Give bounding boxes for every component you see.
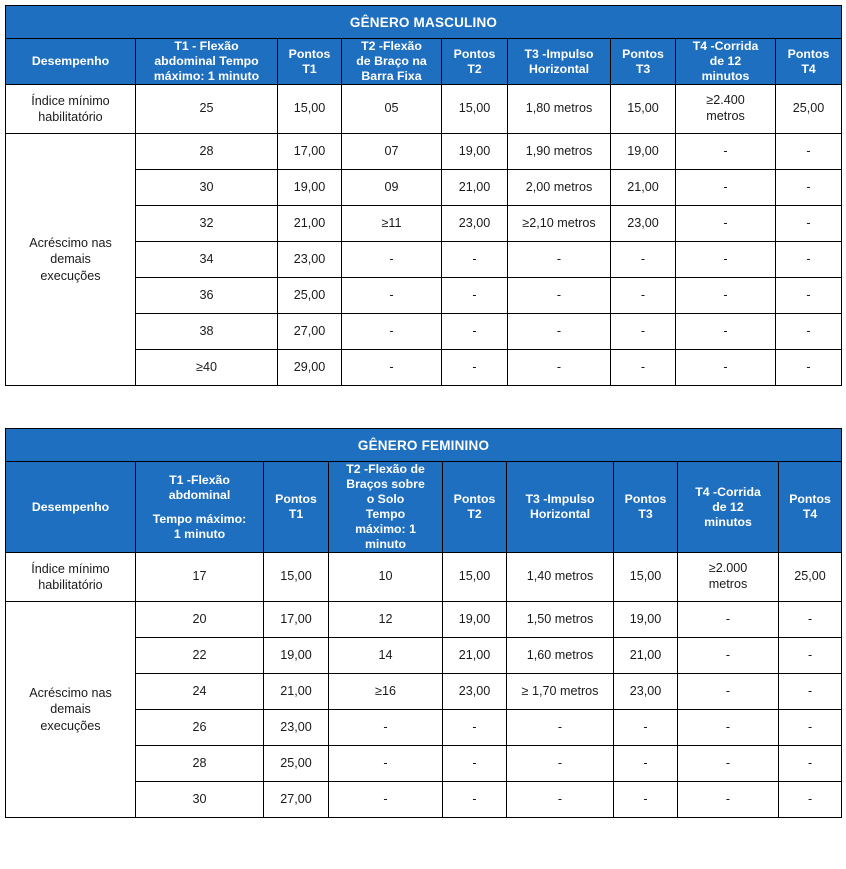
header-line: máximo: 1 minuto <box>153 69 260 83</box>
table-title-row <box>6 429 842 462</box>
cell-pontos-t3: - <box>611 278 676 314</box>
cell-t4: - <box>678 710 779 746</box>
cell-t3: 2,00 metros <box>508 170 611 206</box>
header-line: T4 -Corrida <box>692 39 759 53</box>
header-line: de 12 <box>709 54 742 68</box>
table-row <box>6 85 842 134</box>
column-header-desempenho <box>6 39 136 85</box>
cell-pontos-t4: - <box>779 710 842 746</box>
header-line: Pontos <box>789 492 831 506</box>
table-row <box>6 602 842 638</box>
cell-pontos-t1: 25,00 <box>278 278 342 314</box>
cell-pontos-t2: 19,00 <box>442 134 508 170</box>
cell-pontos-t2: - <box>442 314 508 350</box>
cell-t2: - <box>329 746 443 782</box>
cell-t3: - <box>507 710 614 746</box>
cell-pontos-t2: 19,00 <box>443 602 507 638</box>
cell-pontos-t3: 19,00 <box>611 134 676 170</box>
cell-pontos-t3: - <box>611 314 676 350</box>
cell-t3: 1,90 metros <box>508 134 611 170</box>
cell-pontos-t4: 25,00 <box>779 553 842 602</box>
table-header-row <box>6 39 842 85</box>
cell-pontos-t4: - <box>776 134 842 170</box>
header-line: T3 -Impulso <box>524 46 594 61</box>
cell-line: 1,40 metros <box>526 569 594 584</box>
header-line: T1 - Flexão <box>174 39 239 53</box>
cell-t1: 17 <box>136 553 264 602</box>
group-label-acrescimo <box>6 134 136 386</box>
label-line: Índice mínimo <box>31 561 110 576</box>
cell-t2: - <box>342 350 442 386</box>
column-header-t3 <box>508 39 611 85</box>
column-header-t3 <box>507 462 614 553</box>
header-line: abdominal Tempo <box>154 54 259 68</box>
cell-t1: 24 <box>136 674 264 710</box>
header-line: Pontos <box>787 46 830 61</box>
cell-pontos-t3: - <box>614 782 678 818</box>
label-line: demais <box>50 252 91 267</box>
cell-pontos-t2: - <box>442 242 508 278</box>
cell-pontos-t4: - <box>776 170 842 206</box>
cell-t2: 10 <box>329 553 443 602</box>
cell-t4 <box>678 553 779 602</box>
header-line: Horizontal <box>529 507 591 521</box>
cell-pontos-t2: 23,00 <box>442 206 508 242</box>
header-line: Pontos <box>275 492 317 506</box>
column-header-pontos-t1 <box>264 462 329 553</box>
cell-t2: 05 <box>342 85 442 134</box>
header-line: Barra Fixa <box>361 69 422 83</box>
cell-pontos-t3: - <box>611 350 676 386</box>
cell-t3: - <box>507 782 614 818</box>
column-header-pontos-t1 <box>278 39 342 85</box>
cell-t4: - <box>676 206 776 242</box>
group-label-indice-minimo <box>6 85 136 134</box>
cell-pontos-t4: - <box>776 206 842 242</box>
cell-pontos-t4: 25,00 <box>776 85 842 134</box>
header-line: T4 -Corrida <box>695 484 761 499</box>
cell-pontos-t2: - <box>443 782 507 818</box>
header-blank-line <box>136 503 263 512</box>
header-line: T3 <box>638 507 653 521</box>
header-line: T2 -Flexão de <box>346 462 425 476</box>
cell-pontos-t4: - <box>779 782 842 818</box>
cell-pontos-t2: - <box>443 710 507 746</box>
header-line: Tempo máximo: <box>152 511 247 526</box>
group-label-acrescimo <box>6 602 136 818</box>
cell-t1: 20 <box>136 602 264 638</box>
cell-pontos-t2: - <box>442 278 508 314</box>
cell-t2: - <box>342 242 442 278</box>
header-line: Braços sobre <box>346 477 425 491</box>
table-title-row <box>6 6 842 39</box>
column-header-pontos-t4 <box>776 39 842 85</box>
cell-pontos-t4: - <box>776 278 842 314</box>
cell-pontos-t4: - <box>779 602 842 638</box>
header-line: T4 <box>802 507 818 521</box>
label-line: habilitatório <box>38 110 103 124</box>
cell-pontos-t3: - <box>614 710 678 746</box>
cell-pontos-t1: 17,00 <box>278 134 342 170</box>
cell-t3: 1,50 metros <box>507 602 614 638</box>
cell-t2: - <box>342 278 442 314</box>
cell-t4: - <box>676 350 776 386</box>
header-line: Tempo <box>365 507 406 521</box>
cell-t1: 25 <box>136 85 278 134</box>
column-header-t2 <box>342 39 442 85</box>
cell-t1: 30 <box>136 782 264 818</box>
header-line: T1 -Flexão <box>169 472 230 487</box>
table-title: GÊNERO MASCULINO <box>6 6 842 39</box>
cell-t3 <box>507 553 614 602</box>
cell-pontos-t1: 27,00 <box>264 782 329 818</box>
table-genero-feminino <box>5 428 842 818</box>
header-line: de Braço na <box>356 54 427 68</box>
header-line: minutos <box>701 69 750 83</box>
cell-pontos-t2: 15,00 <box>442 85 508 134</box>
cell-pontos-t3: - <box>614 746 678 782</box>
header-line: Pontos <box>624 492 667 506</box>
column-header-t2 <box>329 462 443 553</box>
cell-pontos-t3: 19,00 <box>614 602 678 638</box>
cell-pontos-t4: - <box>776 242 842 278</box>
column-header-t1 <box>136 462 264 553</box>
label-line: execuções <box>40 718 101 733</box>
cell-t3: - <box>507 746 614 782</box>
cell-t4: - <box>678 674 779 710</box>
cell-pontos-t3: 21,00 <box>611 170 676 206</box>
header-line: Pontos <box>288 46 331 61</box>
label-line: execuções <box>40 268 101 283</box>
cell-t3: 1,60 metros <box>507 638 614 674</box>
table-gap-spacer <box>5 386 841 428</box>
label-line: Acréscimo nas <box>29 685 112 700</box>
cell-t2: ≥16 <box>329 674 443 710</box>
column-header-t4 <box>678 462 779 553</box>
cell-t1: ≥40 <box>136 350 278 386</box>
cell-t4: - <box>678 746 779 782</box>
header-line: máximo: 1 <box>355 522 416 536</box>
header-line: Horizontal <box>528 61 590 76</box>
cell-pontos-t1: 19,00 <box>264 638 329 674</box>
cell-t4: - <box>676 314 776 350</box>
cell-pontos-t3: 23,00 <box>611 206 676 242</box>
cell-t2: 12 <box>329 602 443 638</box>
cell-t1: 30 <box>136 170 278 206</box>
cell-pontos-t1: 29,00 <box>278 350 342 386</box>
cell-pontos-t1: 23,00 <box>278 242 342 278</box>
cell-t3: - <box>508 314 611 350</box>
header-line: T2 -Flexão <box>361 39 422 53</box>
column-header-pontos-t3 <box>611 39 676 85</box>
label-line: Acréscimo nas <box>29 235 112 250</box>
cell-t2: ≥11 <box>342 206 442 242</box>
header-line: Pontos <box>622 46 664 61</box>
cell-t1: 36 <box>136 278 278 314</box>
cell-pontos-t1: 25,00 <box>264 746 329 782</box>
cell-pontos-t4: - <box>776 350 842 386</box>
cell-t4: - <box>678 638 779 674</box>
cell-t4: - <box>676 134 776 170</box>
cell-pontos-t4: - <box>776 314 842 350</box>
cell-t4: - <box>676 242 776 278</box>
cell-t3: ≥ 1,70 metros <box>507 674 614 710</box>
header-line: de 12 <box>712 499 744 514</box>
cell-t2: 09 <box>342 170 442 206</box>
header-line: Desempenho <box>31 54 110 68</box>
cell-t2: - <box>329 710 443 746</box>
cell-t4: - <box>678 782 779 818</box>
cell-pontos-t2: 21,00 <box>442 170 508 206</box>
cell-pontos-t3: - <box>611 242 676 278</box>
cell-pontos-t4: - <box>779 638 842 674</box>
header-line: minuto <box>365 537 406 551</box>
cell-t3: ≥2,10 metros <box>508 206 611 242</box>
cell-t2: 07 <box>342 134 442 170</box>
cell-pontos-t2: - <box>443 746 507 782</box>
cell-pontos-t3: 15,00 <box>614 553 678 602</box>
group-label-indice-minimo <box>6 553 136 602</box>
header-line: o Solo <box>366 492 405 506</box>
cell-t4: - <box>676 170 776 206</box>
header-line: T1 <box>288 507 304 521</box>
header-line: abdominal <box>168 487 231 502</box>
label-line: demais <box>50 702 91 717</box>
cell-t1: 26 <box>136 710 264 746</box>
header-line: minutos <box>704 514 752 529</box>
column-header-t4 <box>676 39 776 85</box>
cell-pontos-t1: 27,00 <box>278 314 342 350</box>
cell-pontos-t4: - <box>779 674 842 710</box>
cell-t3 <box>508 85 611 134</box>
cell-t1: 38 <box>136 314 278 350</box>
cell-t2: - <box>342 314 442 350</box>
cell-t1: 22 <box>136 638 264 674</box>
cell-pontos-t1: 17,00 <box>264 602 329 638</box>
cell-line: 1,80 metros <box>525 101 593 116</box>
header-line: 1 minuto <box>173 526 226 541</box>
cell-pontos-t3: 21,00 <box>614 638 678 674</box>
cell-pontos-t3: 23,00 <box>614 674 678 710</box>
label-line: habilitatório <box>38 578 103 592</box>
column-header-pontos-t2 <box>443 462 507 553</box>
cell-pontos-t2: 23,00 <box>443 674 507 710</box>
table-row <box>6 134 842 170</box>
cell-pontos-t1: 15,00 <box>278 85 342 134</box>
label-line: Índice mínimo <box>31 93 110 108</box>
cell-pontos-t1: 21,00 <box>278 206 342 242</box>
table-genero-masculino <box>5 5 842 386</box>
cell-t2: - <box>329 782 443 818</box>
cell-pontos-t2: 15,00 <box>443 553 507 602</box>
header-line: T4 <box>801 61 816 76</box>
header-line: T3 <box>635 61 651 76</box>
cell-pontos-t1: 21,00 <box>264 674 329 710</box>
table-header-row <box>6 462 842 553</box>
cell-pontos-t1: 19,00 <box>278 170 342 206</box>
cell-t3: - <box>508 242 611 278</box>
cell-t4 <box>676 85 776 134</box>
cell-pontos-t1: 15,00 <box>264 553 329 602</box>
cell-t2: 14 <box>329 638 443 674</box>
cell-pontos-t2: - <box>442 350 508 386</box>
cell-t1: 32 <box>136 206 278 242</box>
header-line: Pontos <box>453 46 496 61</box>
column-header-pontos-t2 <box>442 39 508 85</box>
cell-t3: - <box>508 350 611 386</box>
header-line: T3 -Impulso <box>525 492 595 506</box>
header-line: Desempenho <box>31 499 110 514</box>
cell-pontos-t2: 21,00 <box>443 638 507 674</box>
header-line: T2 <box>467 61 482 76</box>
cell-pontos-t1: 23,00 <box>264 710 329 746</box>
column-header-desempenho <box>6 462 136 553</box>
cell-line: ≥2.000 <box>708 561 748 576</box>
table-title: GÊNERO FEMININO <box>6 429 842 462</box>
cell-pontos-t3: 15,00 <box>611 85 676 134</box>
cell-line: ≥2.400 <box>706 93 745 108</box>
cell-t3: - <box>508 278 611 314</box>
header-line: T1 <box>302 61 317 76</box>
column-header-pontos-t4 <box>779 462 842 553</box>
cell-t1: 34 <box>136 242 278 278</box>
header-line: Pontos <box>453 492 496 506</box>
cell-t1: 28 <box>136 134 278 170</box>
header-line: T2 <box>467 507 482 521</box>
column-header-t1 <box>136 39 278 85</box>
table-row <box>6 553 842 602</box>
cell-t4: - <box>676 278 776 314</box>
cell-line: metros <box>706 109 745 123</box>
cell-t1: 28 <box>136 746 264 782</box>
cell-pontos-t4: - <box>779 746 842 782</box>
cell-line: metros <box>708 577 748 591</box>
cell-t4: - <box>678 602 779 638</box>
column-header-pontos-t3 <box>614 462 678 553</box>
